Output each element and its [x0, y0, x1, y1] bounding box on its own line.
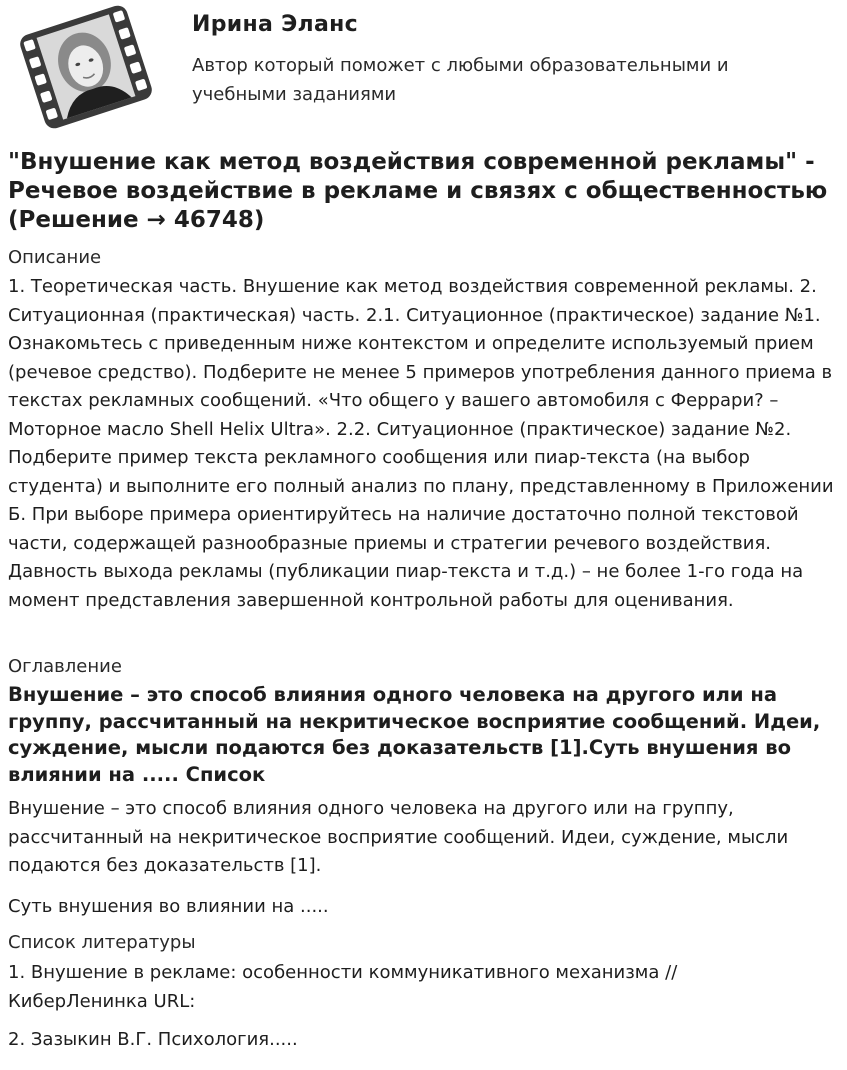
document-title: "Внушение как метод воздействия современной рекламы" - Речевое воздействие в рекламе и связях с общественностью (Решение → 46748)	[8, 149, 828, 233]
literature-item: 2. Зазыкин В.Г. Психология.....	[8, 1029, 298, 1050]
toc-paragraph: Суть внушения во влиянии на .....	[8, 896, 329, 917]
description-text: 1. Теоретическая часть. Внушение как метод воздействия современной рекламы. 2. Ситуационная (практическая) часть. 2.1. Ситуационное (практическое) задание №1. Ознакомьтесь с приведенным ниже контекстом и определите используемый прием (речевое средство). Подберите не менее 5 примеров употребления данного приема в текстах рекламных сообщений. «Что общего у вашего автомобиля с Феррари? – Моторное масло Shell Helix Ultra». 2.2. Ситуационное (практическое) задание №2. Подберите пример текста рекламного сообщения или пиар-текста (на выбор студента) и выполните его полный анализ по плану, представленному в Приложении Б. При выборе примера ориентируйтесь на наличие достаточно полной текстовой части, содержащей разнообразные приемы и стратегии речевого воздействия. Давность выхода рекламы (публикации пиар-текста и т.д.) – не более 1-го года на момент представления завершенной контрольной работы для оценивания.	[8, 276, 834, 611]
toc-label: Оглавление	[8, 656, 122, 677]
description-label: Описание	[8, 247, 102, 268]
literature-label: Список литературы	[8, 932, 196, 953]
literature-item: 1. Внушение в рекламе: особенности коммуникативного механизма // КиберЛенинка URL:	[8, 962, 678, 1012]
author-block	[8, 0, 839, 140]
author-photo-filmstrip-icon	[12, 4, 160, 130]
author-description: Автор который поможет с любыми образовательными и учебными заданиями	[192, 55, 729, 105]
toc-heading: Внушение – это способ влияния одного человека на другого или на группу, рассчитанный на некритическое восприятие сообщений. Идеи, суждение, мысли подаются без доказательств [1].Суть внушения во влиянии на ..... Список	[8, 683, 821, 786]
author-avatar[interactable]	[12, 4, 160, 130]
author-name[interactable]: Ирина Эланс	[192, 12, 358, 37]
toc-paragraph: Внушение – это способ влияния одного человека на другого или на группу, рассчитанный на некритическое восприятие сообщений. Идеи, суждение, мысли подаются без доказательств [1].	[8, 798, 789, 876]
